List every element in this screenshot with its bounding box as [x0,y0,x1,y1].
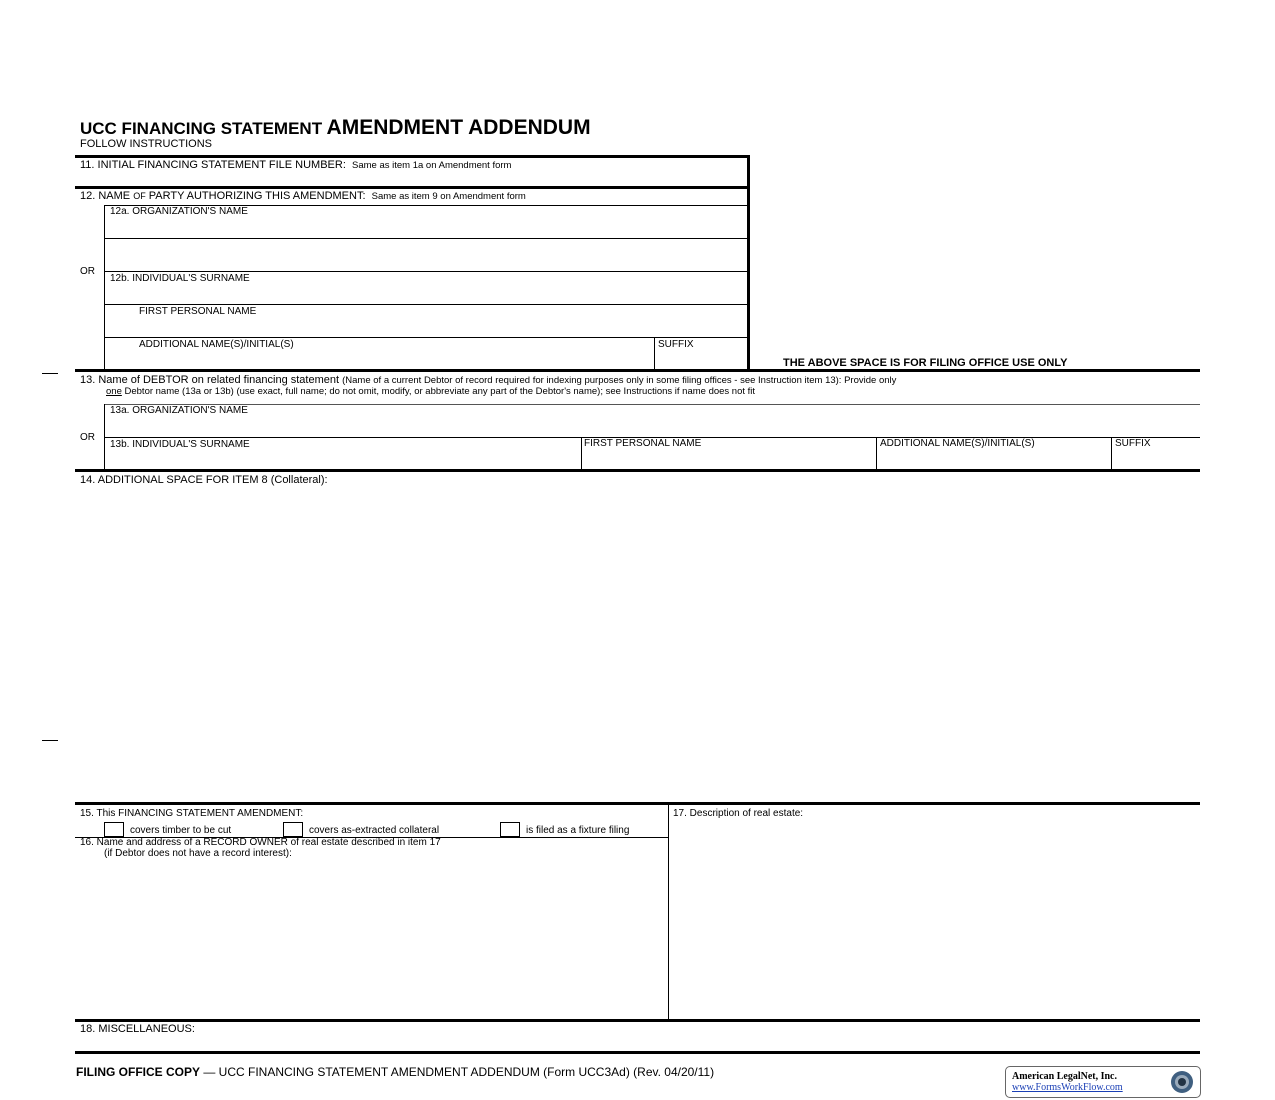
globe-icon [1168,1069,1196,1095]
divider [75,1019,1200,1022]
item13-suffix-label: SUFFIX [1115,438,1151,449]
fixture-filing-label: is filed as a fixture filing [526,825,630,836]
divider [75,1051,1200,1054]
item16-label: 16. Name and address of a RECORD OWNER of real estate described in item 17 [80,837,441,848]
item12-first-name-field[interactable] [106,318,746,336]
item12a-org-name-label: 12a. ORGANIZATION'S NAME [110,206,248,217]
item11-label: 11. INITIAL FINANCING STATEMENT FILE NUMBER: Same as item 1a on Amendment form [80,159,512,171]
item14-collateral-field[interactable] [76,490,1198,800]
as-extracted-checkbox[interactable] [283,822,303,837]
item16-note: (if Debtor does not have a record interest): [104,848,292,859]
item12-first-name-label: FIRST PERSONAL NAME [139,306,257,317]
item13a-org-name-field[interactable] [106,417,1198,436]
divider [104,205,105,370]
divider [1111,437,1112,470]
timber-checkbox[interactable] [104,822,124,837]
divider [75,369,1200,372]
item12b-surname-field[interactable] [106,285,746,303]
follow-instructions: FOLLOW INSTRUCTIONS [80,138,213,150]
logo-company: American LegalNet, Inc. [1012,1071,1117,1082]
item13a-org-name-label: 13a. ORGANIZATION'S NAME [110,405,248,416]
divider [75,186,750,189]
item12b-surname-label: 12b. INDIVIDUAL'S SURNAME [110,273,250,284]
american-legalnet-logo[interactable] [1005,1066,1201,1098]
divider [581,437,582,470]
fixture-filing-checkbox[interactable] [500,822,520,837]
item12-additional-names-field[interactable] [106,351,652,369]
item13-label: 13. Name of DEBTOR on related financing statement (Name of a current Debtor of record required for indexing purposes only in some filing offices - see Instruction item 13): Provide only [80,374,897,386]
item13-first-name-label: FIRST PERSONAL NAME [584,438,702,449]
divider [104,337,747,338]
item14-label: 14. ADDITIONAL SPACE FOR ITEM 8 (Collateral): [80,474,328,486]
divider [104,304,747,305]
divider [104,271,747,272]
item13-note: one Debtor name (13a or 13b) (use exact, full name; do not omit, modify, or abbreviate any part of the Debtor's name); see Instructions if name does not fit [106,386,756,397]
filing-office-space-note: THE ABOVE SPACE IS FOR FILING OFFICE USE ONLY [783,357,1068,369]
or-label: OR [80,432,95,443]
margin-mark [42,373,58,374]
item17-real-estate-field[interactable] [670,822,1198,1018]
form-title [80,116,591,140]
title-small: UCC FINANCING STATEMENT [80,119,323,138]
item13-first-name-field[interactable] [583,451,875,469]
item18-label: 18. MISCELLANEOUS: [80,1023,195,1035]
divider [668,803,669,1021]
item13b-surname-field[interactable] [106,451,580,469]
item18-misc-field[interactable] [76,1037,1198,1050]
divider [876,437,877,470]
item15-label: 15. This FINANCING STATEMENT AMENDMENT: [80,808,304,819]
item13-suffix-field[interactable] [1113,451,1199,469]
item13-additional-names-field[interactable] [878,451,1110,469]
divider [104,404,1200,405]
footer-text: FILING OFFICE COPY — UCC FINANCING STATEMENT AMENDMENT ADDENDUM (Form UCC3Ad) (Rev. 04/20/11) [76,1065,715,1079]
item16-record-owner-field[interactable] [76,862,666,1018]
title-large: AMENDMENT ADDENDUM [326,116,591,139]
item12a-org-name-field[interactable] [106,218,746,270]
divider [75,469,1200,472]
item13-additional-names-label: ADDITIONAL NAME(S)/INITIAL(S) [880,438,1035,449]
item13b-surname-label: 13b. INDIVIDUAL'S SURNAME [110,439,250,450]
as-extracted-label: covers as-extracted collateral [309,825,440,836]
item12-label: 12. NAME OF PARTY AUTHORIZING THIS AMENDMENT: Same as item 9 on Amendment form [80,190,526,202]
divider [75,155,750,158]
divider [654,337,655,370]
margin-mark [42,740,58,741]
item12-suffix-label: SUFFIX [658,339,694,350]
or-label: OR [80,266,95,277]
item17-label: 17. Description of real estate: [673,808,804,819]
item12-additional-names-label: ADDITIONAL NAME(S)/INITIAL(S) [139,339,294,350]
item11-file-number-field[interactable] [76,172,746,186]
item12-suffix-field[interactable] [656,351,746,369]
logo-url[interactable]: www.FormsWorkFlow.com [1012,1082,1123,1093]
timber-label: covers timber to be cut [130,825,232,836]
divider [75,802,1200,805]
